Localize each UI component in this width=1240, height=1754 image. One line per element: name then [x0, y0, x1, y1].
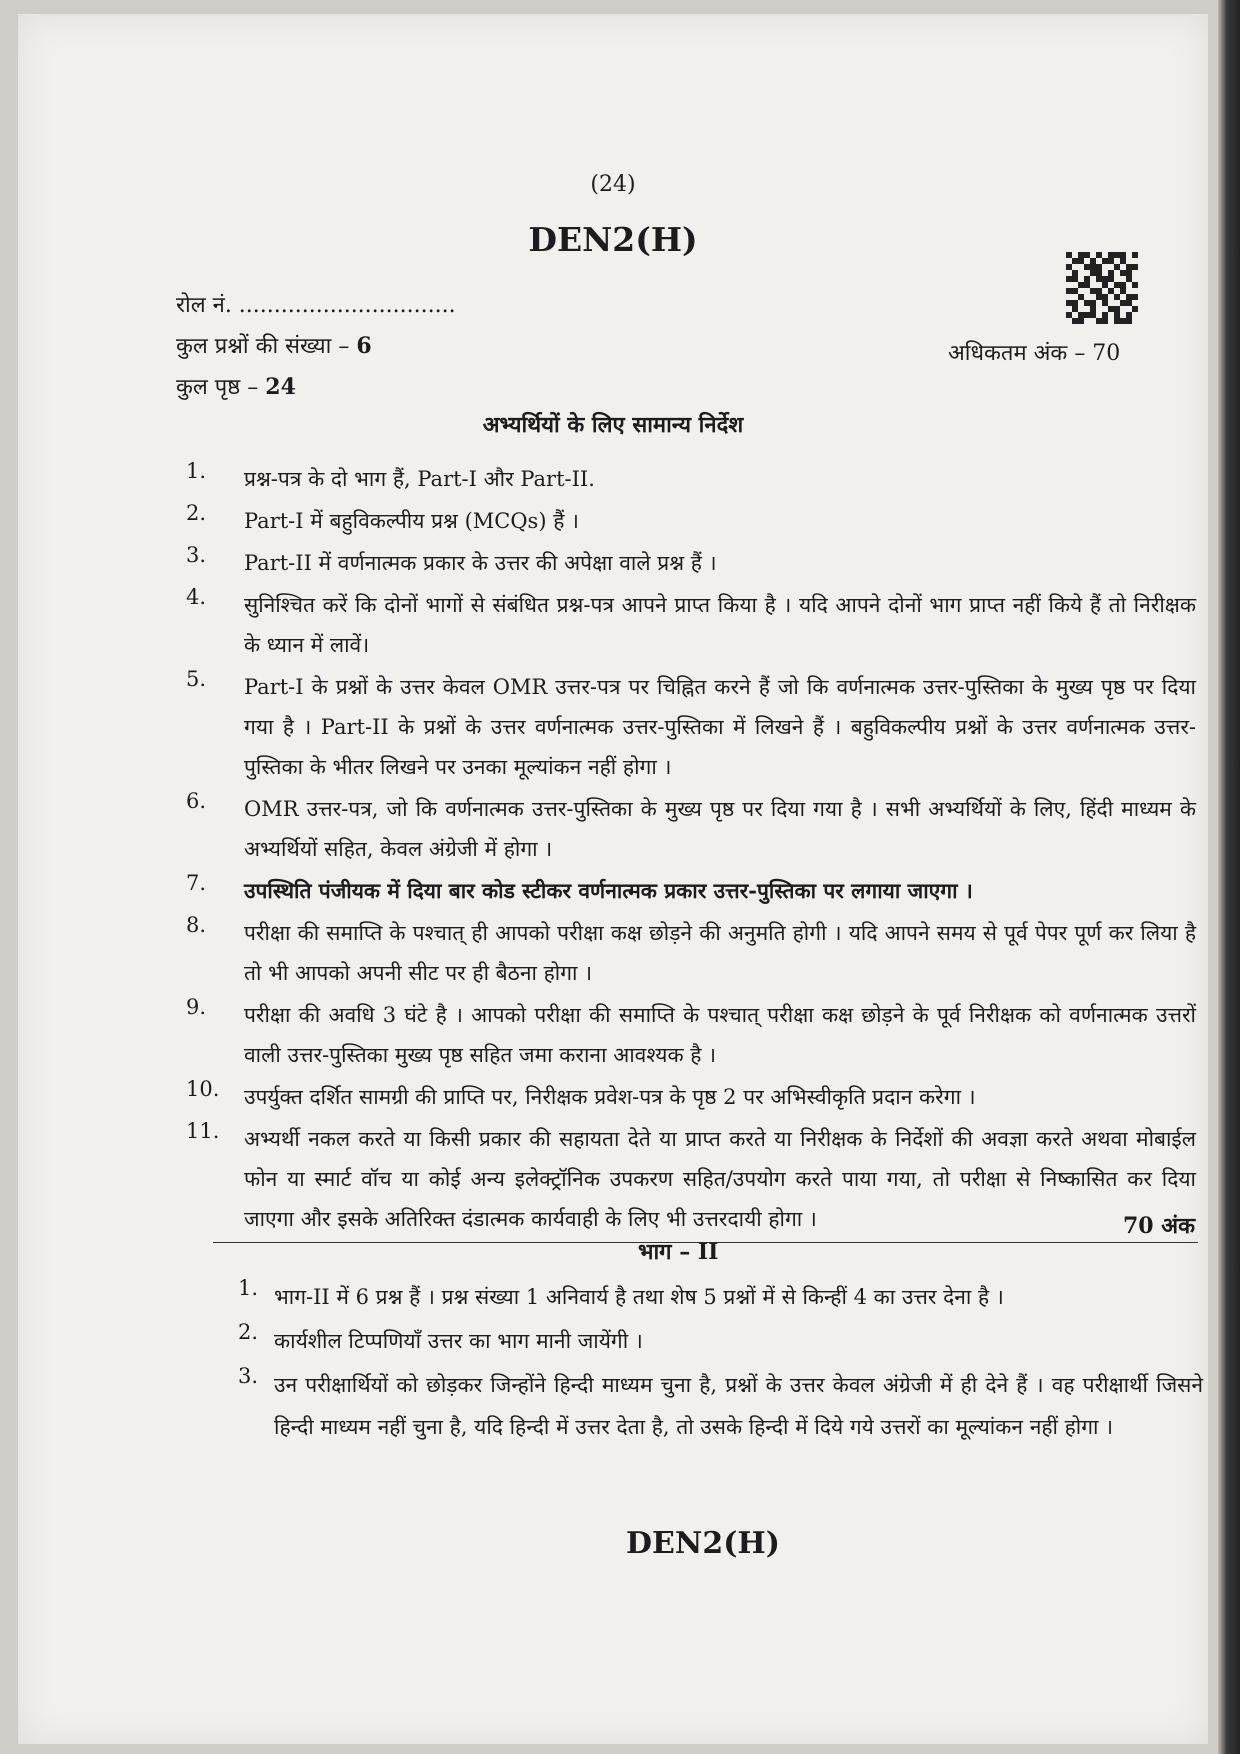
instruction-text: उपर्युक्त दर्शित सामग्री की प्राप्ति पर, निरीक्षक प्रवेश-पत्र के पृष्ठ 2 पर अभिस्वीकृति प्रदान करेगा ।: [244, 1085, 976, 1109]
instruction-number: 3.: [186, 543, 207, 567]
instruction-text: Part-II में वर्णनात्मक प्रकार के उत्तर की अपेक्षा वाले प्रश्न हैं ।: [244, 551, 717, 575]
instruction-text: OMR उत्तर-पत्र, जो कि वर्णनात्मक उत्तर-पुस्तिका के मुख्य पृष्ठ पर दिया गया है । सभी अभ्यर्थियों के लिए, हिंदी माध्यम के अभ्यर्थियों सहित, केवल अंग्रेजी में होगा ।: [244, 797, 1196, 861]
max-marks: अधिकतम अंक – 70: [948, 341, 1121, 366]
part2-text: भाग-II में 6 प्रश्न हैं । प्रश्न संख्या 1 अनिवार्य है तथा शेष 5 प्रश्नों में से किन्हीं 4 का उत्तर देना है ।: [274, 1285, 1004, 1309]
instruction-text: सुनिश्चित करें कि दोनों भागों से संबंधित प्रश्न-पत्र आपने प्राप्त किया है । यदि आपने दोनों भाग प्राप्त नहीं किये हैं तो निरीक्षक के ध्यान में लावें।: [244, 593, 1196, 657]
instruction-item: [186, 667, 1196, 787]
instruction-number: 1.: [186, 459, 207, 483]
total-pages-label: कुल पृष्ठ –: [176, 375, 259, 400]
total-questions-label: कुल प्रश्नों की संख्या –: [176, 334, 350, 359]
instruction-item: [186, 1077, 1196, 1117]
total-questions-value: 6: [356, 333, 372, 359]
part2-number: 2.: [238, 1320, 259, 1344]
instruction-text: अभ्यर्थी नकल करते या किसी प्रकार की सहायता देते या प्राप्त करते या निरीक्षक के निर्देशों की अवज्ञा करते अथवा मोबाईल फोन या स्मार्ट वॉच या कोई अन्य इलेक्ट्रॉनिक उपकरण सहित/उपयोग करते पाया गया, तो परीक्षा से निष्कासित कर दिया जाएगा और इसके अतिरिक्त दंडात्मक कार्यवाही के लिए भी उत्तरदायी होगा ।: [244, 1127, 1196, 1231]
scanner-edge: [1218, 0, 1240, 1754]
instruction-item: [186, 913, 1196, 993]
instruction-number: 5.: [186, 667, 207, 691]
instruction-text: उपस्थिति पंजीयक में दिया बार कोड स्टीकर वर्णनात्मक प्रकार उत्तर-पुस्तिका पर लगाया जाएगा ।: [244, 878, 973, 903]
instruction-number: 10.: [186, 1077, 220, 1101]
part2-item: [238, 1364, 1203, 1448]
instruction-item: [186, 789, 1196, 869]
instruction-item: [186, 459, 1196, 499]
part2-text: उन परीक्षार्थियों को छोड़कर जिन्होंने हिन्दी माध्यम चुना है, प्रश्नों के उत्तर केवल अंग्रेजी में ही देने हैं । वह परीक्षार्थी जिसने हिन्दी माध्यम नहीं चुना है, यदि हिन्दी में उत्तर देता है, तो उसके हिन्दी में दिये गये उत्तरों का मूल्यांकन नहीं होगा ।: [274, 1373, 1203, 1439]
part2-number: 1.: [238, 1276, 259, 1300]
total-pages-line: [176, 367, 456, 408]
instruction-text: परीक्षा की अवधि 3 घंटे है । आपको परीक्षा की समाप्ति के पश्चात् परीक्षा कक्ष छोड़ने के पूर्व निरीक्षक को वर्णनात्मक उत्तरों वाली उत्तर-पुस्तिका मुख्य पृष्ठ सहित जमा कराना आवश्यक है ।: [244, 1003, 1196, 1067]
instruction-item: [186, 1119, 1196, 1239]
roll-number-line: रोल नं. ...............................: [176, 293, 456, 318]
part2-instructions-list: [238, 1276, 1203, 1450]
general-instructions-heading: अभ्यर्थियों के लिए सामान्य निर्देश: [482, 412, 744, 438]
instruction-item: [186, 995, 1196, 1075]
instruction-number: 11.: [186, 1119, 220, 1143]
instruction-number: 7.: [186, 871, 207, 895]
part2-text: कार्यशील टिप्पणियाँ उत्तर का भाग मानी जायेंगी ।: [274, 1329, 643, 1353]
instruction-number: 9.: [186, 995, 207, 1019]
instruction-number: 4.: [186, 585, 207, 609]
instruction-item: [186, 501, 1196, 541]
instruction-number: 8.: [186, 913, 207, 937]
exam-page: [18, 14, 1208, 1744]
instruction-text: Part-I में बहुविकल्पीय प्रश्न (MCQs) हैं ।: [244, 509, 579, 533]
instruction-text: प्रश्न-पत्र के दो भाग हैं, Part-I और Part-II.: [244, 467, 595, 491]
part-title: भाग – II: [638, 1239, 719, 1265]
instruction-item: [186, 543, 1196, 583]
part2-item: [238, 1276, 1203, 1318]
footer-paper-code: DEN2(H): [626, 1526, 780, 1561]
part2-item: [238, 1320, 1203, 1362]
total-pages-value: 24: [265, 374, 296, 400]
qr-code-icon: [1066, 252, 1138, 324]
total-questions-line: [176, 326, 456, 367]
exam-meta: [176, 286, 456, 408]
paper-code-title: DEN2(H): [528, 220, 698, 259]
instruction-number: 6.: [186, 789, 207, 813]
page-number: (24): [590, 172, 636, 197]
general-instructions-list: [186, 459, 1196, 1241]
part-marks: 70 अंक: [1123, 1213, 1195, 1239]
instruction-item: [186, 871, 1196, 911]
instruction-number: 2.: [186, 501, 207, 525]
instruction-text: Part-I के प्रश्नों के उत्तर केवल OMR उत्तर-पत्र पर चिह्नित करने हैं जो कि वर्णनात्मक उत्तर-पुस्तिका के मुख्य पृष्ठ पर दिया गया है । Part-II के प्रश्नों के उत्तर वर्णनात्मक उत्तर-पुस्तिका में लिखने हैं । बहुविकल्पीय प्रश्नों के उत्तर वर्णनात्मक उत्तर-पुस्तिका के भीतर लिखने पर उनका मूल्यांकन नहीं होगा ।: [244, 675, 1196, 779]
instruction-text: परीक्षा की समाप्ति के पश्चात् ही आपको परीक्षा कक्ष छोड़ने की अनुमति होगी । यदि आपने समय से पूर्व पेपर पूर्ण कर लिया है तो भी आपको अपनी सीट पर ही बैठना होगा ।: [244, 921, 1196, 985]
part2-number: 3.: [238, 1364, 259, 1388]
instruction-item: [186, 585, 1196, 665]
